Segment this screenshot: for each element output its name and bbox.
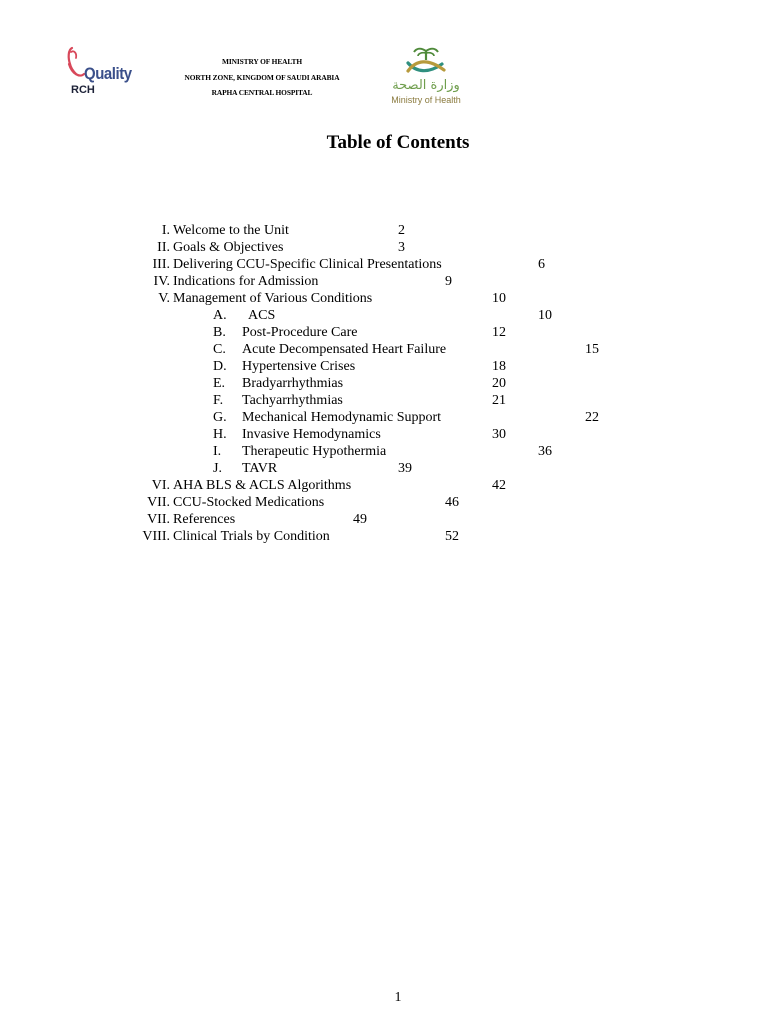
toc-entry-label: Delivering CCU-Specific Clinical Presentations (173, 257, 442, 272)
toc-entry-number: G. (213, 410, 227, 425)
toc-entry-number: II. (157, 240, 170, 255)
toc-subentry-heart-failure (0, 341, 768, 358)
toc-entry-number: III. (152, 257, 170, 272)
ministry-of-health-logo (388, 46, 464, 108)
toc-entry-label: Acute Decompensated Heart Failure (242, 342, 447, 357)
rch-text: RCH (71, 84, 95, 96)
toc-entry-number: VII. (147, 495, 170, 510)
toc-entry-label: Management of Various Conditions (173, 291, 373, 306)
toc-entry-label: Welcome to the Unit (173, 223, 289, 238)
toc-entry-number: E. (213, 376, 226, 391)
toc-entry-label: Tachyarrhythmias (242, 393, 343, 408)
toc-entry-label: Invasive Hemodynamics (242, 427, 381, 442)
toc-entry-number: VII. (147, 512, 170, 527)
palm-swords-icon (394, 46, 458, 78)
toc-entry-page: 22 (585, 410, 599, 425)
toc-entry-label: Clinical Trials by Condition (173, 529, 330, 544)
toc-entry-page: 10 (538, 308, 552, 323)
toc-subentry-brady (0, 375, 768, 392)
toc-entry-number: IV. (153, 274, 170, 289)
toc-entry-label: Mechanical Hemodynamic Support (242, 410, 442, 425)
page-number: 1 (394, 990, 402, 1005)
toc-subentry-tachy (0, 392, 768, 409)
ministry-line-3: RAPHA CENTRAL HOSPITAL (211, 88, 313, 97)
quality-rch-logo (64, 44, 132, 102)
toc-subentry-acs (0, 307, 768, 324)
toc-subentry-hypothermia (0, 443, 768, 460)
toc-entry-algorithms (0, 477, 768, 494)
moh-arabic-text: وزارة الصحة (392, 78, 460, 93)
toc-entry-welcome (0, 222, 768, 239)
toc-subentry-mechanical (0, 409, 768, 426)
toc-entry-number: J. (213, 461, 222, 476)
toc-entry-number: F. (213, 393, 224, 408)
toc-entry-page: 15 (585, 342, 599, 357)
toc-entry-medications (0, 494, 768, 511)
toc-entry-label: TAVR (242, 461, 278, 476)
toc-entry-number: B. (213, 325, 226, 340)
ministry-header-text (160, 54, 364, 101)
toc-entry-clinical-trials (0, 528, 768, 545)
toc-entry-references (0, 511, 768, 528)
ministry-line-2: NORTH ZONE, KINGDOM OF SAUDI ARABIA (184, 72, 340, 82)
toc-entry-page: 6 (538, 257, 545, 272)
toc-entry-goals (0, 239, 768, 256)
ministry-line-1: MINISTRY OF HEALTH (221, 57, 303, 66)
toc-entry-label: AHA BLS & ACLS Algorithms (173, 478, 352, 493)
toc-entry-label: ACS (248, 308, 276, 323)
toc-entry-label: Hypertensive Crises (242, 359, 356, 374)
toc-entry-number: I. (161, 223, 170, 238)
toc-subentry-post-procedure (0, 324, 768, 341)
toc-entry-label: CCU-Stocked Medications (173, 495, 325, 510)
toc-entry-label: References (173, 512, 236, 527)
toc-entry-number: V. (158, 291, 170, 306)
toc-entry-number: H. (213, 427, 227, 442)
toc-entry-page: 21 (492, 393, 506, 408)
toc-entry-number: C. (213, 342, 226, 357)
toc-subentry-tavr (0, 460, 768, 477)
toc-entry-number: VIII. (142, 529, 170, 544)
toc-entry-page: 46 (445, 495, 459, 510)
toc-entry-label: Goals & Objectives (173, 240, 284, 255)
toc-entry-page: 42 (492, 478, 506, 493)
moh-english-text: Ministry of Health (391, 95, 461, 105)
toc-entry-page: 3 (398, 240, 405, 255)
toc-entry-label: Therapeutic Hypothermia (242, 444, 387, 459)
toc-entry-number: A. (213, 308, 227, 323)
toc-entry-page: 2 (398, 223, 405, 238)
toc-entry-page: 52 (445, 529, 459, 544)
toc-entry-page: 9 (445, 274, 452, 289)
page-title: Table of Contents (326, 132, 470, 153)
quality-text: Quality (84, 64, 132, 83)
toc-entry-page: 39 (398, 461, 412, 476)
toc-entry-management (0, 290, 768, 307)
toc-entry-page: 18 (492, 359, 506, 374)
toc-entry-page: 10 (492, 291, 506, 306)
toc-entry-page: 20 (492, 376, 506, 391)
toc-entry-label: Indications for Admission (173, 274, 319, 289)
toc-entry-number: D. (213, 359, 227, 374)
toc-entry-presentations (0, 256, 768, 273)
toc-entry-number: VI. (151, 478, 170, 493)
toc-entry-page: 36 (538, 444, 552, 459)
toc-entry-indications (0, 273, 768, 290)
toc-subentry-hypertensive (0, 358, 768, 375)
toc-entry-number: I. (213, 444, 222, 459)
toc-entry-page: 30 (492, 427, 506, 442)
toc-entry-page: 49 (353, 512, 367, 527)
toc-entry-page: 12 (492, 325, 506, 340)
toc-entry-label: Post-Procedure Care (242, 325, 358, 340)
toc-entry-label: Bradyarrhythmias (242, 376, 344, 391)
toc-subentry-invasive (0, 426, 768, 443)
